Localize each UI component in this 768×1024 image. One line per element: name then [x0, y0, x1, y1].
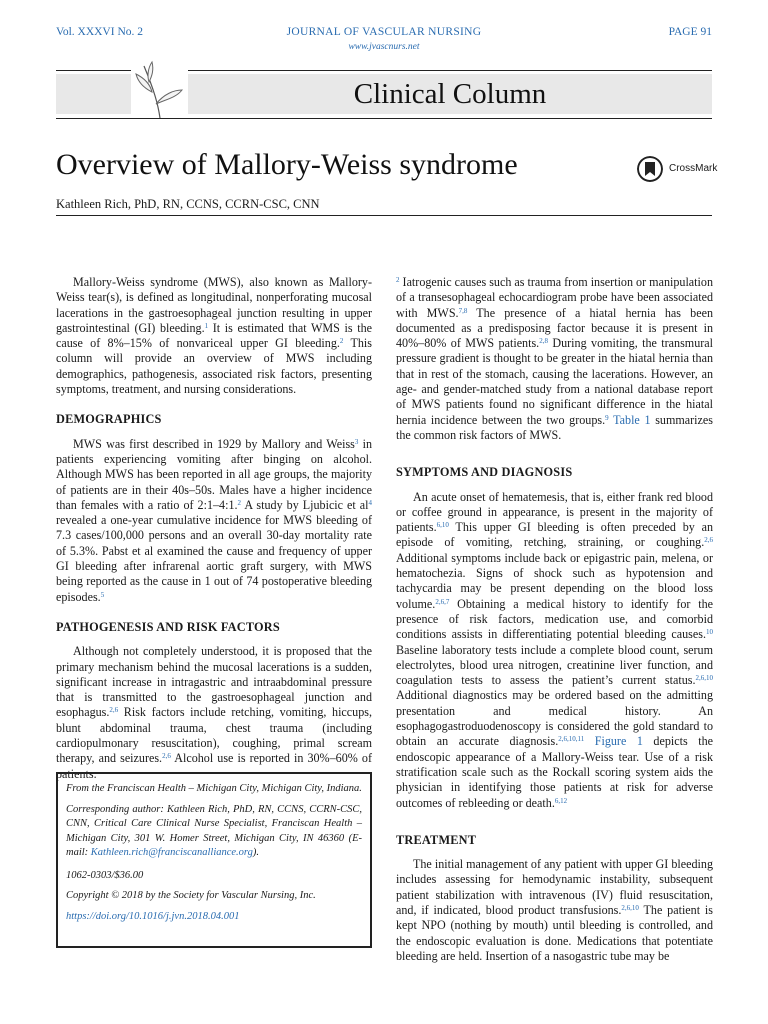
right-column — [396, 275, 713, 964]
section-title: Clinical Column — [353, 78, 547, 110]
crossmark-badge[interactable] — [637, 156, 717, 186]
crossmark-label: CrossMark — [669, 163, 718, 174]
running-header — [56, 26, 712, 42]
journal-name: JOURNAL OF VASCULAR NURSING — [286, 26, 482, 38]
ref-link[interactable]: 5 — [100, 590, 105, 599]
intro-paragraph: Mallory-Weiss syndrome (MWS), also known as Mallory-Weiss tear(s), is defined as longitudinal, nonperforating mucosal lacerations in the gastroesophageal junction resulting in upper gastrointestinal (GI) bleeding.$^1$ It is estimated that WMS is the cause of 8%–15% of nonvariceal upper GI bleeding.$^2$ This column will provide an overview of MWS including demographics, pathogenesis, associated risk factors, presenting symptoms, treatment, and nursing considerations. — [56, 275, 373, 397]
symptoms-paragraph: An acute onset of hematemesis, that is, either frank red blood or coffee ground in appearance, is present in the majority of patients.$^{6,10}$ This upper GI bleeding is often preceded by an episode of vomiting, retching, straining, or coughing.$^{2,6}$ Additional symptoms include back or epigastric pain, melena, or hematochezia. Signs of shock such as hypotension and tachycardia may be present depending on the blood loss volume.$^{2,6,7}$ Obtaining a medical history to identify for the presence of risk factors, medication use, and comorbid conditions assists in differentiating potential bleeding causes.$^{10}$ Baseline laboratory tests include a complete blood count, serum electrolytes, blood urea nitrogen, creatinine liver function, and coagulation tests to assess the patient’s current status.$^{2,6,10}$ Additional diagnostics may be ordered based on the admitting presentation and medical history. An esophagogastroduodenoscopy is considered the gold standard to obtain an accurate diagnosis.$^{2,6,10,11}$ Figure 1 depicts the endoscopic appearance of a Mallory-Weiss tear. Use of a risk stratification scale such as the Rockall scoring system aids the physician in identifying those patients at risk for adverse outcomes of rebleeding or death.$^{6,12}$ — [396, 489, 713, 810]
ref-link[interactable]: 2,6 — [704, 536, 713, 545]
treatment-paragraph: The initial management of any patient with upper GI bleeding includes assessing for hemodynamic instability, subsequent patient stabilization with intravenous (IV) fluid resuscitation, and, if indicated, blood product transfusions.$^{2,6,10}$ The patient is kept NPO (nothing by mouth) until bleeding is controlled, and the endoscopic evaluation is done. Medications that potentiate bleeding are held. Insertion of a nasogastric tube may be — [396, 857, 713, 963]
author-rule — [56, 215, 712, 216]
ref-link[interactable]: 2 — [339, 337, 344, 346]
heading-pathogenesis: PATHOGENESIS AND RISK FACTORS — [56, 619, 280, 634]
ref-link[interactable]: 2,8 — [539, 337, 548, 346]
demographics-paragraph: MWS was first described in 1929 by Mallory and Weiss$^3$ in patients experiencing vomiting after binging on alcohol. Although MWS has been reported in all age groups, the majority of patients are in their 40s–50s. Males have a higher incidence than females with a ratio of 2:1–4:1.$^2$ A study by Ljubicic et $al^4$ revealed a one-year cumulative incidence for MWS bleeding of 7.3 cases/100,000 persons and an overall 30-day mortality rate of 5.3%. Pabst et al examined the cause and frequency of upper GI bleeding after infrarenal aortic graft surgery, with MWS being reported as the cause in 1 out of 74 postoperative bleeding episodes.$^5$ — [56, 436, 372, 604]
corresponding-author: Corresponding author: Kathleen Rich, PhD, RN, CCNS, CCRN-CSC, CNN, Critical Care Clinical Nurse Specialist, Franciscan Health – Michigan City, 301 W. Homer Street, Michigan City, IN 46360 (E-mail: Kathleen.rich@franciscanalliance.org). — [66, 803, 362, 858]
banner-band-left — [56, 74, 131, 114]
ref-link[interactable]: 9 — [605, 413, 609, 422]
copyright: Copyright © 2018 by the Society for Vascular Nursing, Inc. — [66, 890, 316, 901]
journal-url[interactable]: www.jvascnurs.net — [348, 42, 420, 52]
ref-link[interactable]: 2 — [396, 276, 400, 284]
ref-link[interactable]: 7,8 — [458, 306, 468, 315]
ref-link[interactable]: 2,6,10 — [695, 674, 713, 683]
ref-link[interactable]: 6,10 — [436, 521, 449, 530]
affiliation: From the Franciscan Health – Michigan City, Michigan City, Indiana. — [66, 783, 362, 794]
author-line: Kathleen Rich, PhD, RN, CCNS, CCRN-CSC, CNN — [56, 197, 320, 211]
pathogenesis-paragraph-start: Although not completely understood, it is proposed that the primary mechanism behind the mucosal lacerations is a sudden, significant increase in intragastric and intraabdominal pressure that is transmitted to the gastroesophageal junction and esophagus.$^{2,6}$ Risk factors include retching, vomiting, hiccups, blunt abdominal trauma, chest trauma (including cardiopulmonary resuscitation), coughing, primal scream therapy, and seizures.$^{2,6}$ Alcohol use is reported in 30%–60% of patients. — [56, 644, 372, 781]
ref-link[interactable]: 2,6,10,11 — [558, 735, 585, 744]
banner-rule-right — [188, 70, 712, 71]
ref-link[interactable]: 1 — [204, 321, 209, 330]
ref-link[interactable]: 2,6 — [109, 706, 119, 715]
ref-link[interactable]: 6,12 — [554, 796, 568, 805]
heading-treatment: TREATMENT — [396, 832, 477, 847]
ref-link[interactable]: 4 — [368, 498, 372, 507]
page-number: PAGE 91 — [668, 26, 712, 38]
leaf-sprig-icon — [134, 60, 186, 122]
ref-link[interactable]: 2,6 — [162, 752, 171, 761]
email-link[interactable]: Kathleen.rich@franciscanalliance.org — [90, 847, 253, 858]
table-link[interactable]: Table 1 — [613, 412, 651, 427]
figure-link[interactable]: Figure 1 — [594, 734, 643, 749]
doi-link[interactable]: https://doi.org/10.1016/j.jvn.2018.04.001 — [66, 910, 240, 922]
pathogenesis-paragraph-cont: $^2$ Iatrogenic causes such as trauma from insertion or manipulation of a transesophageal echocardiogram probe have been associated with MWS.$^{7,8}$ The presence of a hiatal hernia has been documented as a predisposing factor because it is present in 40%–80% of MWS patients.$^{2,8}$ During vomiting, the transmural pressure gradient is thought to be greater in the hiatal hernia than that in rest of the stomach, causing the lacerations. However, an age- and gender-matched study from a national database report of MWS patients found no significant difference in the hiatal hernia incidence between the two groups.$^9$ Table 1 summarizes the common risk factors of MWS. — [396, 275, 714, 442]
heading-symptoms: SYMPTOMS AND DIAGNOSIS — [396, 465, 573, 480]
crossmark-icon — [637, 156, 663, 182]
volume-issue: Vol. XXXVI No. 2 — [56, 26, 143, 38]
section-banner — [56, 60, 712, 120]
banner-rule-left — [56, 70, 131, 71]
ref-link[interactable]: 2,6,7 — [435, 597, 450, 606]
heading-demographics: DEMOGRAPHICS — [56, 412, 162, 427]
issn-price: 1062-0303/$36.00 — [66, 869, 144, 881]
left-column — [56, 275, 372, 782]
article-title: Overview of Mallory-Weiss syndrome — [56, 148, 518, 181]
ref-link[interactable]: 2,6,10 — [621, 903, 639, 912]
ref-link[interactable]: 10 — [706, 628, 713, 637]
article-info-box — [56, 772, 372, 948]
ref-link[interactable]: 3 — [354, 437, 359, 446]
ref-link[interactable]: 2 — [237, 498, 242, 507]
